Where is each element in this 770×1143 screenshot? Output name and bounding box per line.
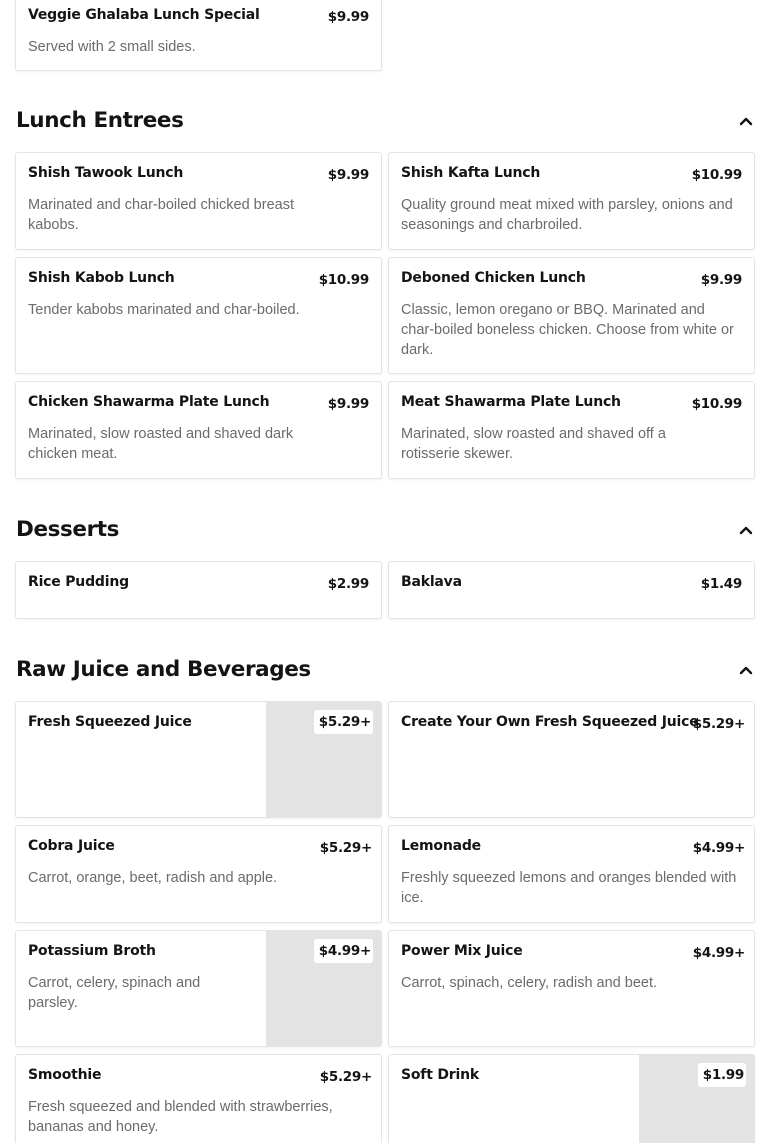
item-price: $9.99 <box>700 272 742 288</box>
item-price: $1.99 <box>698 1063 746 1087</box>
menu-item-card[interactable] <box>15 930 382 1047</box>
item-price: $10.99 <box>318 272 369 288</box>
item-name: Power Mix Juice <box>401 943 523 959</box>
item-description: Served with 2 small sides. <box>28 39 196 55</box>
item-name: Create Your Own Fresh Squeezed Juice <box>401 714 699 730</box>
item-price: $2.99 <box>327 576 369 592</box>
item-price: $1.49 <box>700 576 742 592</box>
item-description: Freshly squeezed lemons and oranges blended with ice. <box>401 870 737 906</box>
item-price: $9.99 <box>327 9 369 25</box>
item-name: Baklava <box>401 574 462 590</box>
item-price: $5.29+ <box>314 710 373 734</box>
item-name: Rice Pudding <box>28 574 129 590</box>
item-name: Shish Kabob Lunch <box>28 270 175 286</box>
chevron-up-icon[interactable] <box>737 112 755 130</box>
menu-item-card[interactable] <box>388 381 755 479</box>
item-description: Fresh squeezed and blended with strawberries, bananas and honey. <box>28 1099 333 1135</box>
menu-item-card[interactable] <box>15 561 382 619</box>
item-name: Deboned Chicken Lunch <box>401 270 586 286</box>
item-price: $9.99 <box>327 167 369 183</box>
item-price: $5.29+ <box>319 840 372 856</box>
item-description: Carrot, celery, spinach and parsley. <box>28 975 201 1011</box>
item-price: $10.99 <box>691 396 742 412</box>
item-name: Veggie Ghalaba Lunch Special <box>28 7 260 23</box>
menu-item-card[interactable] <box>15 152 382 250</box>
menu-item-card[interactable] <box>388 561 755 619</box>
menu-item-card[interactable] <box>388 825 755 923</box>
item-description: Carrot, orange, beet, radish and apple. <box>28 870 278 886</box>
item-name: Shish Tawook Lunch <box>28 165 184 181</box>
item-description: Quality ground meat mixed with parsley, onions and seasonings and charbroiled. <box>401 197 733 233</box>
item-name: Cobra Juice <box>28 838 115 854</box>
item-name: Smoothie <box>28 1067 102 1083</box>
menu-item-card[interactable] <box>388 1054 755 1143</box>
menu-item-card[interactable] <box>15 825 382 923</box>
menu-item-card[interactable] <box>15 1054 382 1143</box>
item-price: $4.99+ <box>692 840 745 856</box>
item-price: $5.29+ <box>692 716 745 732</box>
item-price: $4.99+ <box>314 939 373 963</box>
item-description: Classic, lemon oregano or BBQ. Marinated and char-boiled boneless chicken. Choose from white or dark. <box>401 302 734 358</box>
chevron-up-icon[interactable] <box>737 521 755 539</box>
item-name: Lemonade <box>401 838 481 854</box>
section-title-beverages: Raw Juice and Beverages <box>16 657 311 682</box>
section-title-lunch-entrees: Lunch Entrees <box>16 108 184 133</box>
item-price: $4.99+ <box>692 945 745 961</box>
item-description: Tender kabobs marinated and char-boiled. <box>28 302 300 318</box>
menu-item-card[interactable] <box>388 701 755 818</box>
item-price: $5.29+ <box>319 1069 372 1085</box>
item-description: Marinated, slow roasted and shaved off a rotisserie skewer. <box>401 426 666 462</box>
item-description: Marinated, slow roasted and shaved dark chicken meat. <box>28 426 294 462</box>
section-title-desserts: Desserts <box>16 517 120 542</box>
item-name: Chicken Shawarma Plate Lunch <box>28 394 270 410</box>
item-price: $9.99 <box>327 396 369 412</box>
menu-item-card[interactable] <box>388 257 755 374</box>
item-description: Carrot, spinach, celery, radish and beet. <box>401 975 658 991</box>
item-name: Meat Shawarma Plate Lunch <box>401 394 621 410</box>
menu-item-card[interactable] <box>388 152 755 250</box>
item-name: Shish Kafta Lunch <box>401 165 541 181</box>
menu-item-card[interactable] <box>15 0 382 71</box>
chevron-up-icon[interactable] <box>737 661 755 679</box>
item-name: Soft Drink <box>401 1067 479 1083</box>
menu-item-card[interactable] <box>15 381 382 479</box>
item-price: $10.99 <box>691 167 742 183</box>
item-name: Potassium Broth <box>28 943 156 959</box>
menu-item-card[interactable] <box>15 257 382 374</box>
item-description: Marinated and char-boiled chicked breast kabobs. <box>28 197 294 233</box>
item-name: Fresh Squeezed Juice <box>28 714 192 730</box>
menu-item-card[interactable] <box>15 701 382 818</box>
menu-item-card[interactable] <box>388 930 755 1047</box>
